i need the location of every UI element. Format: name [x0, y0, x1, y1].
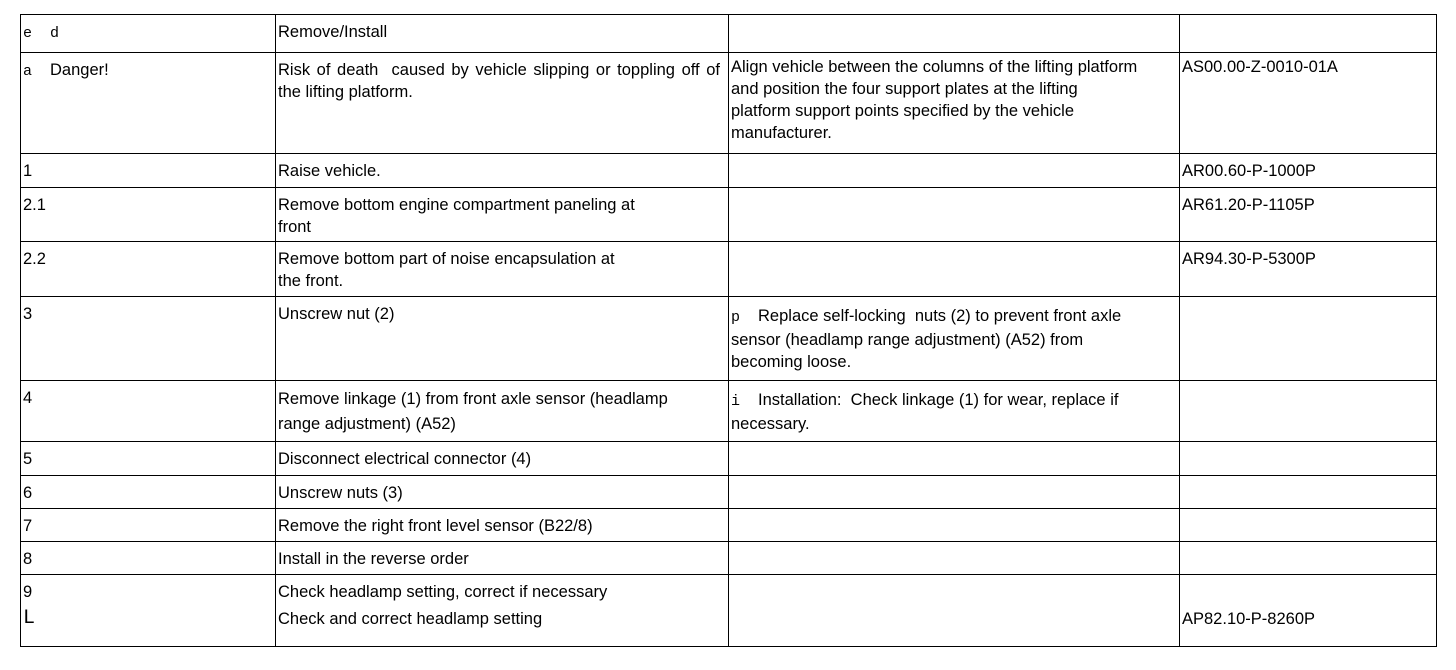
step-number: 7 — [21, 509, 276, 542]
procedure-table — [20, 14, 1437, 647]
table-row — [21, 154, 1437, 188]
step-sub-action: Check and correct headlamp setting — [278, 610, 543, 628]
table-row — [21, 381, 1437, 442]
table-row — [21, 476, 1437, 509]
table-row — [21, 188, 1437, 242]
step-action: Install in the reverse order — [276, 542, 729, 575]
step-number: 5 — [21, 442, 276, 476]
step-action: Check headlamp setting, correct if necessary Check and correct headlamp setting — [276, 575, 729, 647]
step-ref — [1180, 575, 1437, 647]
step-action: Remove bottom part of noise encapsulation at the front. — [276, 242, 729, 297]
danger-risk-cell — [276, 53, 729, 154]
step-note — [729, 154, 1180, 188]
step-number: 2.1 — [21, 188, 276, 242]
table-row — [21, 542, 1437, 575]
header-row — [21, 15, 1437, 53]
step-ref — [1180, 542, 1437, 575]
header-symbols-cell — [21, 15, 276, 53]
step-ref — [1180, 297, 1437, 381]
header-title-cell — [276, 15, 729, 53]
step-action: Remove the right front level sensor (B22/8) — [276, 509, 729, 542]
step-ref — [1180, 381, 1437, 442]
table-row — [21, 442, 1437, 476]
step-note-text: Installation: Check linkage (1) for wear, replace if necessary. — [731, 391, 1124, 433]
check-icon: L — [23, 607, 36, 630]
danger-ref-cell — [1180, 53, 1437, 154]
table-row — [21, 297, 1437, 381]
step-action: Raise vehicle. — [276, 154, 729, 188]
step-note — [729, 542, 1180, 575]
step-ref — [1180, 442, 1437, 476]
step-ref — [1180, 242, 1437, 297]
step-number: 6 — [21, 476, 276, 509]
step-number: 9 L — [21, 575, 276, 647]
step-number: 1 — [21, 154, 276, 188]
step-note-text: Replace self-locking nuts (2) to prevent front axle sensor (headlamp range adjustment) (A52) from becoming loose. — [731, 307, 1126, 371]
table-row — [21, 509, 1437, 542]
step-number: 8 — [21, 542, 276, 575]
step-ref-link[interactable]: AR94.30-P-5300P — [1182, 250, 1316, 268]
step-note — [729, 188, 1180, 242]
final-step-row — [21, 575, 1437, 647]
step-note — [729, 575, 1180, 647]
step-action: Unscrew nuts (3) — [276, 476, 729, 509]
step-ref — [1180, 509, 1437, 542]
step-ref — [1180, 188, 1437, 242]
note-p-icon: p — [731, 309, 741, 326]
step-note — [729, 509, 1180, 542]
header-empty-note — [729, 15, 1180, 53]
step-ref-link[interactable]: AP82.10-P-8260P — [1182, 610, 1316, 628]
note-i-icon: i — [731, 393, 741, 410]
step-ref-link[interactable]: AR00.60-P-1000P — [1182, 162, 1316, 180]
danger-label-cell — [21, 53, 276, 154]
step-note — [729, 442, 1180, 476]
danger-label: Danger! — [50, 61, 109, 79]
danger-risk-text: Risk of death caused by vehicle slipping or toppling off of the lifting platform. — [278, 61, 725, 101]
step-action: Disconnect electrical connector (4) — [276, 442, 729, 476]
step-action: Remove bottom engine compartment paneling at front — [276, 188, 729, 242]
page-title: Remove/Install — [278, 23, 388, 41]
step-note — [729, 476, 1180, 509]
header-empty-ref — [1180, 15, 1437, 53]
step-ref — [1180, 154, 1437, 188]
step-note — [729, 381, 1180, 442]
step-action: Remove linkage (1) from front axle sensor (headlamp range adjustment) (A52) — [276, 381, 729, 442]
step-ref-link[interactable]: AR61.20-P-1105P — [1182, 196, 1315, 214]
header-symbols: e d — [23, 25, 60, 42]
step-ref — [1180, 476, 1437, 509]
step-note — [729, 242, 1180, 297]
step-number: 4 — [21, 381, 276, 442]
step-number: 2.2 — [21, 242, 276, 297]
step-number: 3 — [21, 297, 276, 381]
danger-row — [21, 53, 1437, 154]
danger-icon: a — [23, 63, 33, 80]
danger-measure-text: Align vehicle between the columns of the lifting platform and position the four support plates at the lifting platform support points specified by the vehicle manufacturer. — [731, 58, 1138, 142]
step-note — [729, 297, 1180, 381]
danger-ref-link[interactable]: AS00.00-Z-0010-01A — [1182, 58, 1338, 76]
step-action: Unscrew nut (2) — [276, 297, 729, 381]
table-row — [21, 242, 1437, 297]
danger-measure-cell — [729, 53, 1180, 154]
